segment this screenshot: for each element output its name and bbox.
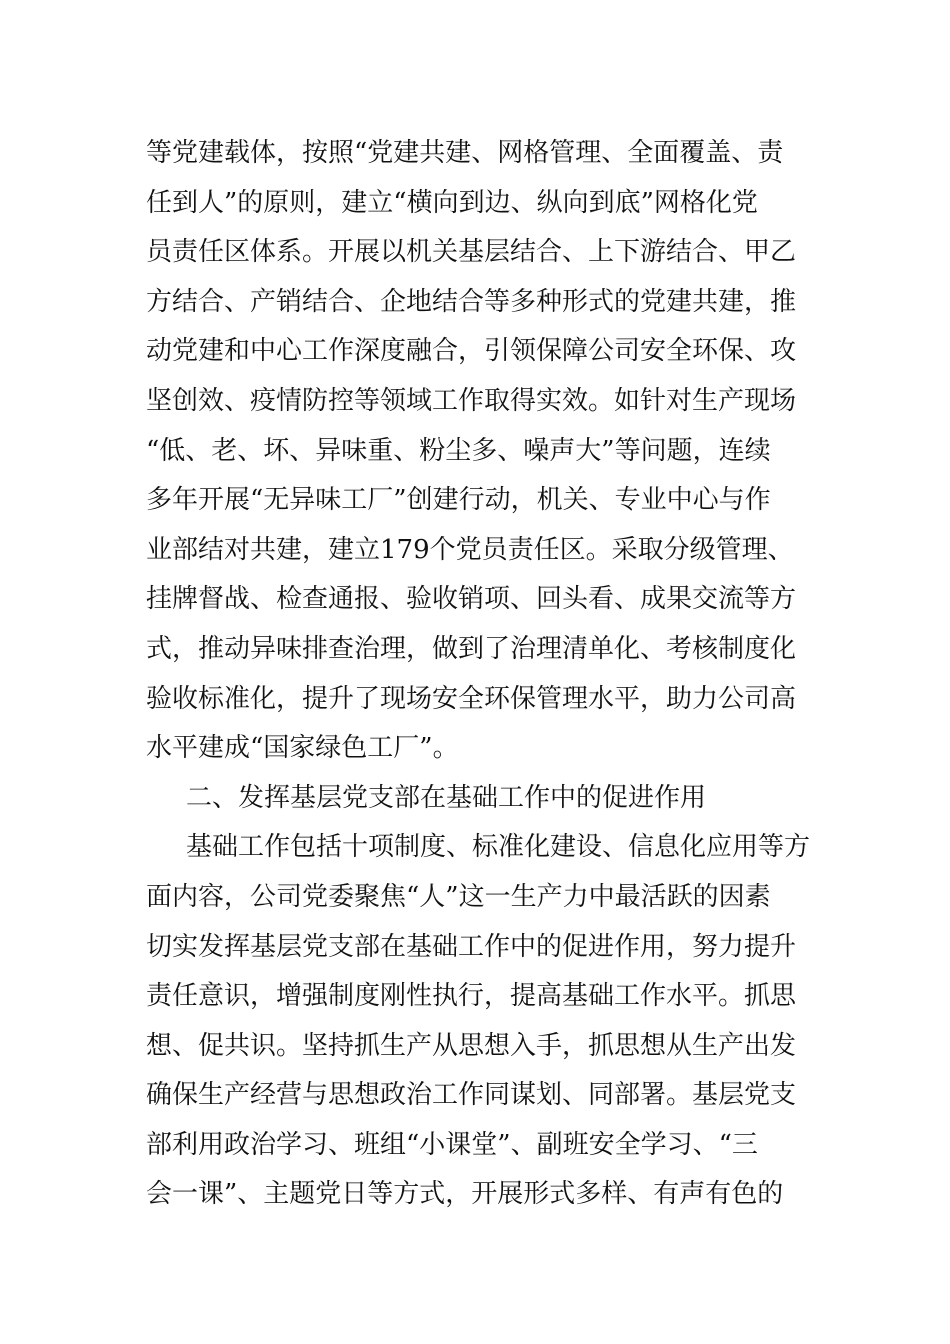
text-line-12: 验收标准化，提升了现场安全环保管理水平，助力公司高 — [146, 683, 797, 714]
text-line-1: 等党建载体，按照“党建共建、网格管理、全面覆盖、责 — [146, 138, 784, 168]
text-line-22: 会一课”、主题党日等方式，开展形式多样、有声有色的 — [146, 1179, 784, 1210]
text-line-15: 基础工作包括十项制度、标准化建设、信息化应用等方 — [186, 832, 811, 863]
text-line-17: 切实发挥基层党支部在基础工作中的促进作用，努力提升 — [146, 931, 797, 962]
text-line-9: 业部结对共建，建立179个党员责任区。采取分级管理、 — [146, 534, 794, 565]
text-line-10: 挂牌督战、检查通报、验收销项、回头看、成果交流等方 — [146, 584, 797, 615]
section-heading: 二、发挥基层党支部在基础工作中的促进作用 — [186, 782, 707, 813]
text-line-3: 员责任区体系。开展以机关基层结合、上下游结合、甲乙 — [146, 237, 797, 268]
text-line-11: 式，推动异味排查治理，做到了治理清单化、考核制度化 — [146, 633, 797, 664]
text-line-21: 部利用政治学习、班组“小课堂”、副班安全学习、“三 — [146, 1129, 758, 1160]
text-line-2: 任到人”的原则，建立“横向到边、纵向到底”网格化党 — [146, 187, 758, 218]
text-line-18: 责任意识，增强制度刚性执行，提高基础工作水平。抓思 — [146, 981, 797, 1012]
text-line-7: “低、老、坏、异味重、粉尘多、噪声大”等问题，连续 — [146, 435, 771, 466]
body-text — [146, 129, 816, 1220]
text-line-16: 面内容，公司党委聚焦“人”这一生产力中最活跃的因素 — [146, 881, 771, 912]
text-line-6: 坚创效、疫情防控等领域工作取得实效。如针对生产现场 — [146, 385, 797, 416]
text-line-4: 方结合、产销结合、企地结合等多种形式的党建共建，推 — [146, 286, 797, 317]
text-line-8: 多年开展“无异味工厂”创建行动，机关、专业中心与作 — [146, 485, 771, 516]
text-line-19: 想、促共识。坚持抓生产从思想入手，抓思想从生产出发 — [146, 1030, 797, 1061]
text-line-5: 动党建和中心工作深度融合，引领保障公司安全环保、攻 — [146, 336, 797, 367]
text-line-20: 确保生产经营与思想政治工作同谋划、同部署。基层党支 — [146, 1080, 797, 1111]
text-line-13: 水平建成“国家绿色工厂”。 — [146, 733, 459, 764]
